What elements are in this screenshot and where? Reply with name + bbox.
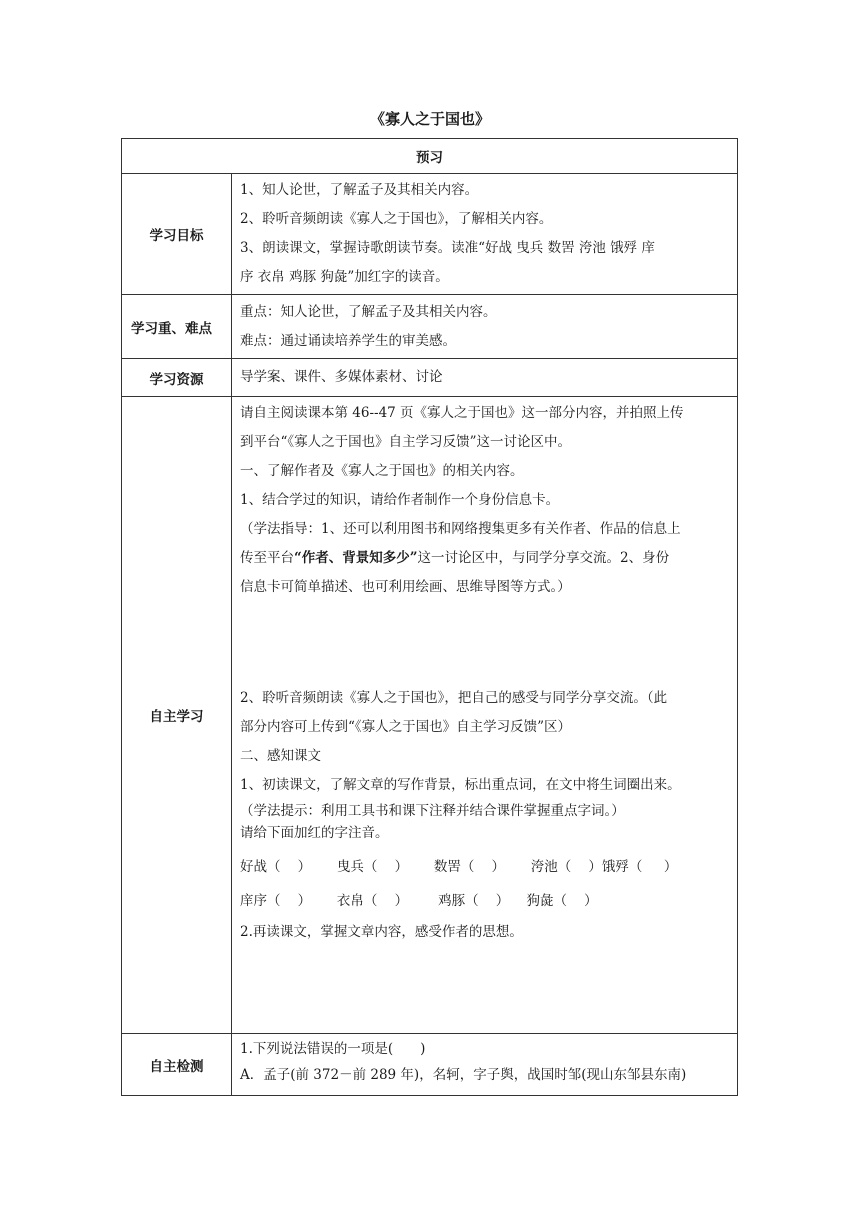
table-row-focus (122, 295, 738, 359)
focus-label: 学习重、难点 (122, 295, 232, 359)
guide-text-b: 这一讨论区中，与同学分享交流。2、身份 (417, 550, 670, 566)
table-row-check (122, 1034, 738, 1096)
self-study-label: 自主学习 (122, 397, 232, 1034)
focus-content (232, 295, 738, 359)
goals-content (232, 174, 738, 295)
table-header: 预习 (122, 139, 738, 174)
goals-line: 2、聆听音频朗读《寡人之于国也》，了解相关内容。 (240, 211, 553, 227)
check-option-a: A．孟子(前 372－前 289 年)，名轲，字子舆，战国时邹(现山东邹县东南) (240, 1067, 687, 1083)
answer-space (240, 602, 731, 684)
task2-line: 部分内容可上传到“《寡人之于国也》自主学习反馈”区） (240, 719, 572, 735)
task3: 1、初读课文，了解文章的写作背景，标出重点词，在文中将生词圈出来。 (240, 777, 681, 793)
guide-forum-name: “作者、背景知多少” (294, 550, 418, 566)
goals-label: 学习目标 (122, 174, 232, 295)
focus-line: 难点：通过诵读培养学生的审美感。 (240, 332, 456, 349)
pinyin-blanks-row: 好战（ ） 曳兵（ ） 数罟（ ） 洿池（ ）饿殍（ ） (240, 859, 678, 875)
check-label: 自主检测 (122, 1034, 232, 1096)
task1: 1、结合学过的知识，请给作者制作一个身份信息卡。 (240, 492, 560, 508)
pinyin-blanks-row: 庠序（ ） 衣帛（ ） 鸡豚（ ） 狗彘（ ） (240, 893, 598, 909)
check-question: 1.下列说法错误的一项是( ) (240, 1041, 426, 1057)
document-title: 《寡人之于国也》 (369, 110, 490, 128)
table-row-self-study (122, 397, 738, 1034)
guide-line-1: （学法指导：1、还可以利用图书和网络搜集更多有关作者、作品的信息上 (240, 521, 681, 537)
resources-label: 学习资源 (122, 359, 232, 397)
pronunciation-prompt: 请给下面加红的字注音。 (240, 825, 389, 841)
resources-content: 导学案、课件、多媒体素材、讨论 (232, 359, 738, 397)
part1-title: 一、了解作者及《寡人之于国也》的相关内容。 (240, 463, 524, 479)
check-content (232, 1034, 738, 1096)
guide-line-2 (240, 544, 731, 573)
guide-text-a: 传至平台 (240, 550, 294, 566)
task4: 2.再读课文，掌握文章内容，感受作者的思想。 (240, 924, 523, 940)
self-study-intro-line: 请自主阅读课本第 46--47 页《寡人之于国也》这一部分内容，并拍照上传 (240, 405, 684, 421)
self-study-content (232, 397, 738, 1034)
guide-line-3: 信息卡可简单描述、也可利用绘画、思维导图等方式。） (240, 579, 571, 595)
goals-line: 3、朗读课文，掌握诗歌朗读节奏。读准“好战 曳兵 数罟 洿池 饿殍 庠 (240, 240, 655, 256)
part2-title: 二、感知课文 (240, 748, 321, 764)
study-hint: （学法提示：利用工具书和课下注释并结合课件掌握重点字词。） (240, 803, 625, 819)
table-header-row (122, 139, 738, 174)
table-row-resources (122, 359, 738, 397)
goals-line: 1、知人论世，了解孟子及其相关内容。 (240, 182, 479, 198)
self-study-intro-line: 到平台“《寡人之于国也》自主学习反馈”这一讨论区中。 (240, 434, 572, 450)
study-plan-table (121, 138, 738, 1096)
task2-line: 2、聆听音频朗读《寡人之于国也》，把自己的感受与同学分享交流。（此 (240, 690, 668, 706)
table-row-goals (122, 174, 738, 295)
focus-line: 重点：知人论世，了解孟子及其相关内容。 (240, 303, 497, 320)
goals-line: 序 衣帛 鸡豚 狗彘”加红字的读音。 (240, 269, 449, 285)
